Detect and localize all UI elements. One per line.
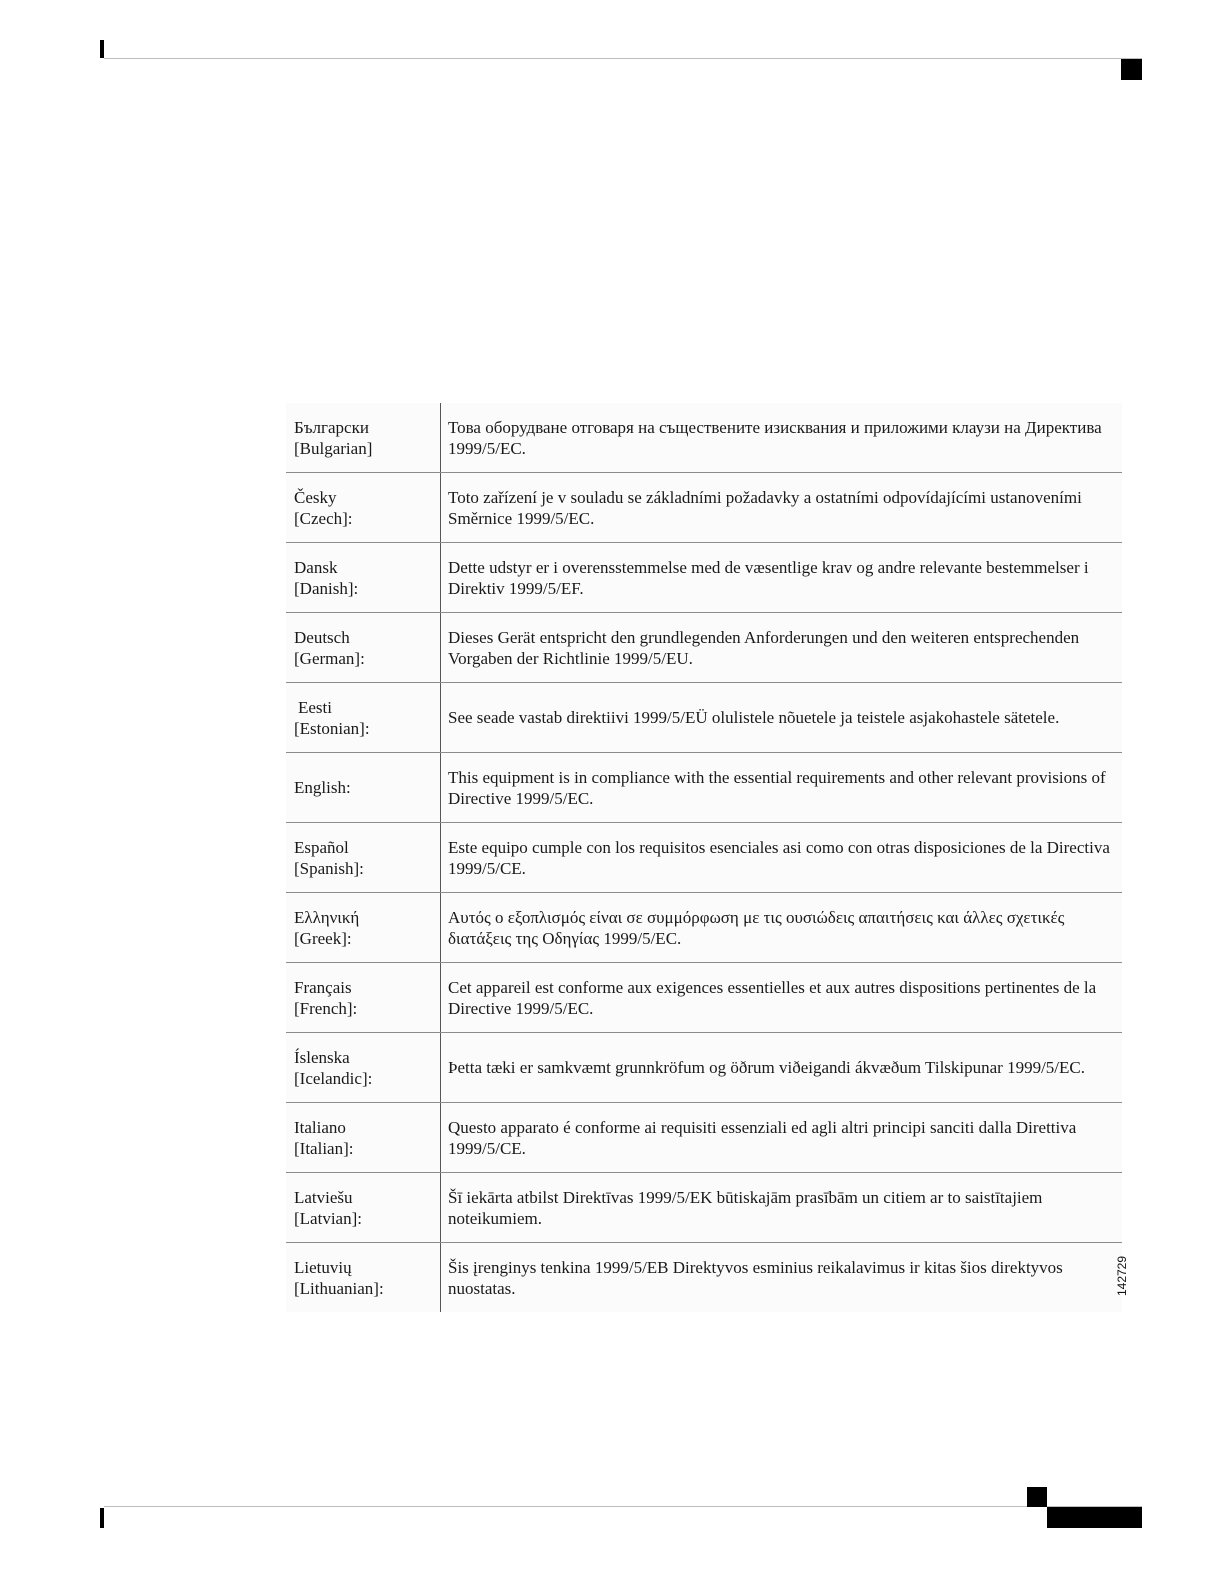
declaration-text: Toto zařízení je v souladu se základními požadavky a ostatními odpovídajícími ustanoveními Směrnice 1999/5/EC.	[441, 473, 1123, 543]
header-edge-mark	[100, 40, 104, 58]
footer-rule	[104, 1506, 1142, 1507]
language-english-name: [Lithuanian]:	[294, 1278, 384, 1298]
language-cell	[286, 1103, 441, 1173]
table-row	[286, 403, 1122, 473]
table-row	[286, 1103, 1122, 1173]
header-rule	[104, 58, 1142, 59]
language-cell	[286, 473, 441, 543]
language-name: English:	[294, 778, 351, 797]
language-name: Lietuvių	[294, 1257, 352, 1277]
language-name: Eesti	[298, 697, 332, 717]
declaration-text: Þetta tæki er samkvæmt grunnkröfum og öðrum viðeigandi ákvæðum Tilskipunar 1999/5/EC.	[441, 1033, 1123, 1103]
declaration-text: Šī iekārta atbilst Direktīvas 1999/5/EK būtiskajām prasībām un citiem ar to saistītajiem noteikumiem.	[441, 1173, 1123, 1243]
language-name: Ελληνική	[294, 907, 360, 927]
language-english-name: [Greek]:	[294, 928, 352, 948]
language-cell	[286, 823, 441, 893]
language-name: Español	[294, 837, 349, 857]
table-row	[286, 823, 1122, 893]
declaration-text: Questo apparato é conforme ai requisiti essenziali ed agli altri principi sanciti dalla Direttiva 1999/5/CE.	[441, 1103, 1123, 1173]
declaration-text: Cet appareil est conforme aux exigences essentielles et aux autres dispositions pertinentes de la Directive 1999/5/EC.	[441, 963, 1123, 1033]
language-cell	[286, 683, 441, 753]
table-row	[286, 1243, 1122, 1313]
language-cell	[286, 613, 441, 683]
language-name: Français	[294, 977, 352, 997]
table-row	[286, 543, 1122, 613]
language-cell	[286, 753, 441, 823]
footer-edge-mark	[100, 1508, 104, 1528]
table-row	[286, 613, 1122, 683]
table-row	[286, 683, 1122, 753]
language-english-name: [Latvian]:	[294, 1208, 362, 1228]
footer-page-marker	[1027, 1487, 1047, 1507]
declaration-text: Dieses Gerät entspricht den grundlegenden Anforderungen und den weiteren entsprechenden Vorgaben der Richtlinie 1999/5/EU.	[441, 613, 1123, 683]
language-english-name: [Estonian]:	[294, 718, 370, 738]
language-name: Latviešu	[294, 1187, 353, 1207]
declaration-of-conformity-table	[286, 403, 1122, 1312]
declaration-text: Това оборудване отговаря на съществените изисквания и приложими клаузи на Директива 1999/5/EC.	[441, 403, 1123, 473]
language-cell	[286, 893, 441, 963]
table-row	[286, 1173, 1122, 1243]
declaration-text: See seade vastab direktiivi 1999/5/EÜ olulistele nõuetele ja teistele asjakohastele sätetele.	[441, 683, 1123, 753]
language-name: Italiano	[294, 1117, 346, 1137]
language-name: Български	[294, 417, 369, 437]
language-english-name: [Icelandic]:	[294, 1068, 373, 1088]
language-english-name: [Bulgarian]	[294, 438, 373, 458]
table-row	[286, 473, 1122, 543]
figure-id-label: 142729	[1115, 1255, 1129, 1297]
language-cell	[286, 1173, 441, 1243]
declaration-text: Dette udstyr er i overensstemmelse med de væsentlige krav og andre relevante bestemmelser i Direktiv 1999/5/EF.	[441, 543, 1123, 613]
declaration-text: Αυτός ο εξοπλισμός είναι σε συμμόρφωση με τις ουσιώδεις απαιτήσεις και άλλες σχετικές διατάξεις της Οδηγίας 1999/5/EC.	[441, 893, 1123, 963]
declaration-text: This equipment is in compliance with the essential requirements and other relevant provisions of Directive 1999/5/EC.	[441, 753, 1123, 823]
language-english-name: [German]:	[294, 648, 365, 668]
language-english-name: [Spanish]:	[294, 858, 364, 878]
language-name: Dansk	[294, 557, 338, 577]
language-english-name: [Danish]:	[294, 578, 359, 598]
table-row	[286, 963, 1122, 1033]
footer-page-bar	[1047, 1507, 1142, 1528]
language-name: Česky	[294, 487, 337, 507]
language-cell	[286, 403, 441, 473]
declaration-text: Šis įrenginys tenkina 1999/5/EB Direktyvos esminius reikalavimus ir kitas šios direktyvos nuostatas.	[448, 1257, 1063, 1298]
language-cell	[286, 963, 441, 1033]
table-row	[286, 1033, 1122, 1103]
language-cell	[286, 1033, 441, 1103]
declaration-text: Este equipo cumple con los requisitos esenciales asi como con otras disposiciones de la Directiva 1999/5/CE.	[441, 823, 1123, 893]
language-english-name: [Czech]:	[294, 508, 353, 528]
header-page-marker	[1121, 59, 1142, 80]
language-english-name: [Italian]:	[294, 1138, 354, 1158]
table-row	[286, 753, 1122, 823]
language-english-name: [French]:	[294, 998, 358, 1018]
language-cell	[286, 1243, 441, 1313]
language-name: Deutsch	[294, 627, 350, 647]
language-name: Íslenska	[294, 1047, 350, 1067]
language-cell	[286, 543, 441, 613]
table-row	[286, 893, 1122, 963]
